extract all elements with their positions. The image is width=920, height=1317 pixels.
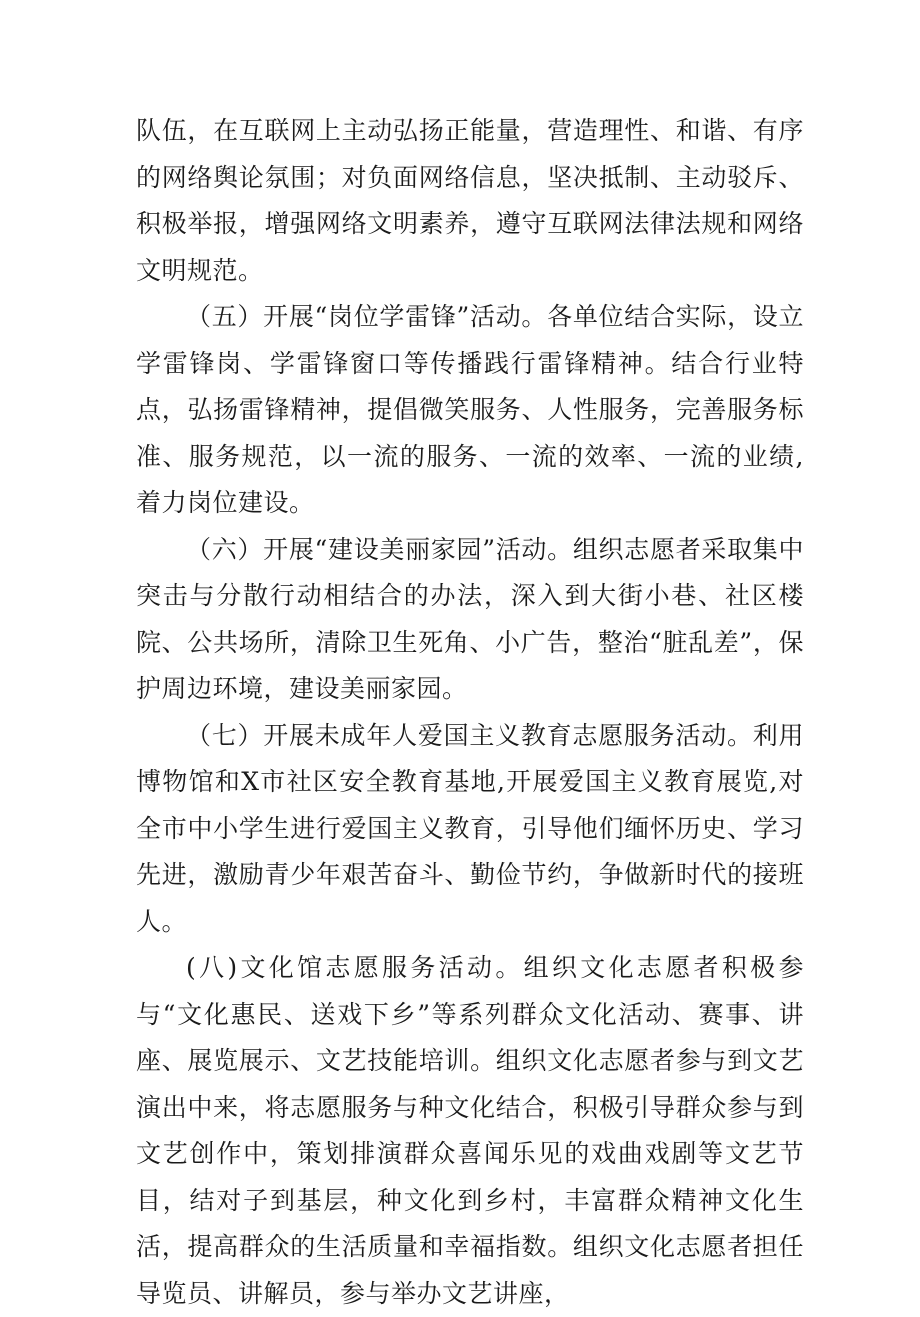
document-body <box>136 108 804 1317</box>
paragraph-continuation: 队伍，在互联网上主动弘扬正能量，营造理性、和谐、有序的网络舆论氛围；对负面网络信息，坚决抵制、主动驳斥、积极举报，增强网络文明素养，遵守互联网法律法规和网络文明规范。 <box>136 116 804 285</box>
paragraph-section-7: （七）开展未成年人爱国主义教育志愿服务活动。利用博物馆和X市社区安全教育基地,开展爱国主义教育展览,对全市中小学生进行爱国主义教育，引导他们缅怀历史、学习先进，激励青少年艰苦奋斗、勤俭节约，争做新时代的接班人。 <box>136 720 804 936</box>
paragraph-section-5: （五）开展“岗位学雷锋”活动。各单位结合实际，设立学雷锋岗、学雷锋窗口等传播践行雷锋精神。结合行业特点，弘扬雷锋精神，提倡微笑服务、人性服务，完善服务标准、服务规范，以一流的服务、一流的效率、一流的业绩,着力岗位建设。 <box>136 302 804 517</box>
paragraph-section-8: (八)文化馆志愿服务活动。组织文化志愿者积极参与“文化惠民、送戏下乡”等系列群众文化活动、赛事、讲座、展览展示、文艺技能培训。组织文化志愿者参与到文艺演出中来，将志愿服务与种文化结合，积极引导群众参与到文艺创作中，策划排演群众喜闻乐见的戏曲戏剧等文艺节目，结对子到基层，种文化到乡村，丰富群众精神文化生活，提高群众的生活质量和幸福指数。组织文化志愿者担任导览员、讲解员，参与举办文艺讲座， <box>136 953 804 1308</box>
paragraph-section-6: （六）开展“建设美丽家园”活动。组织志愿者采取集中突击与分散行动相结合的办法，深入到大街小巷、社区楼院、公共场所，清除卫生死角、小广告，整治“脏乱差”，保护周边环境，建设美丽家园。 <box>136 534 804 703</box>
